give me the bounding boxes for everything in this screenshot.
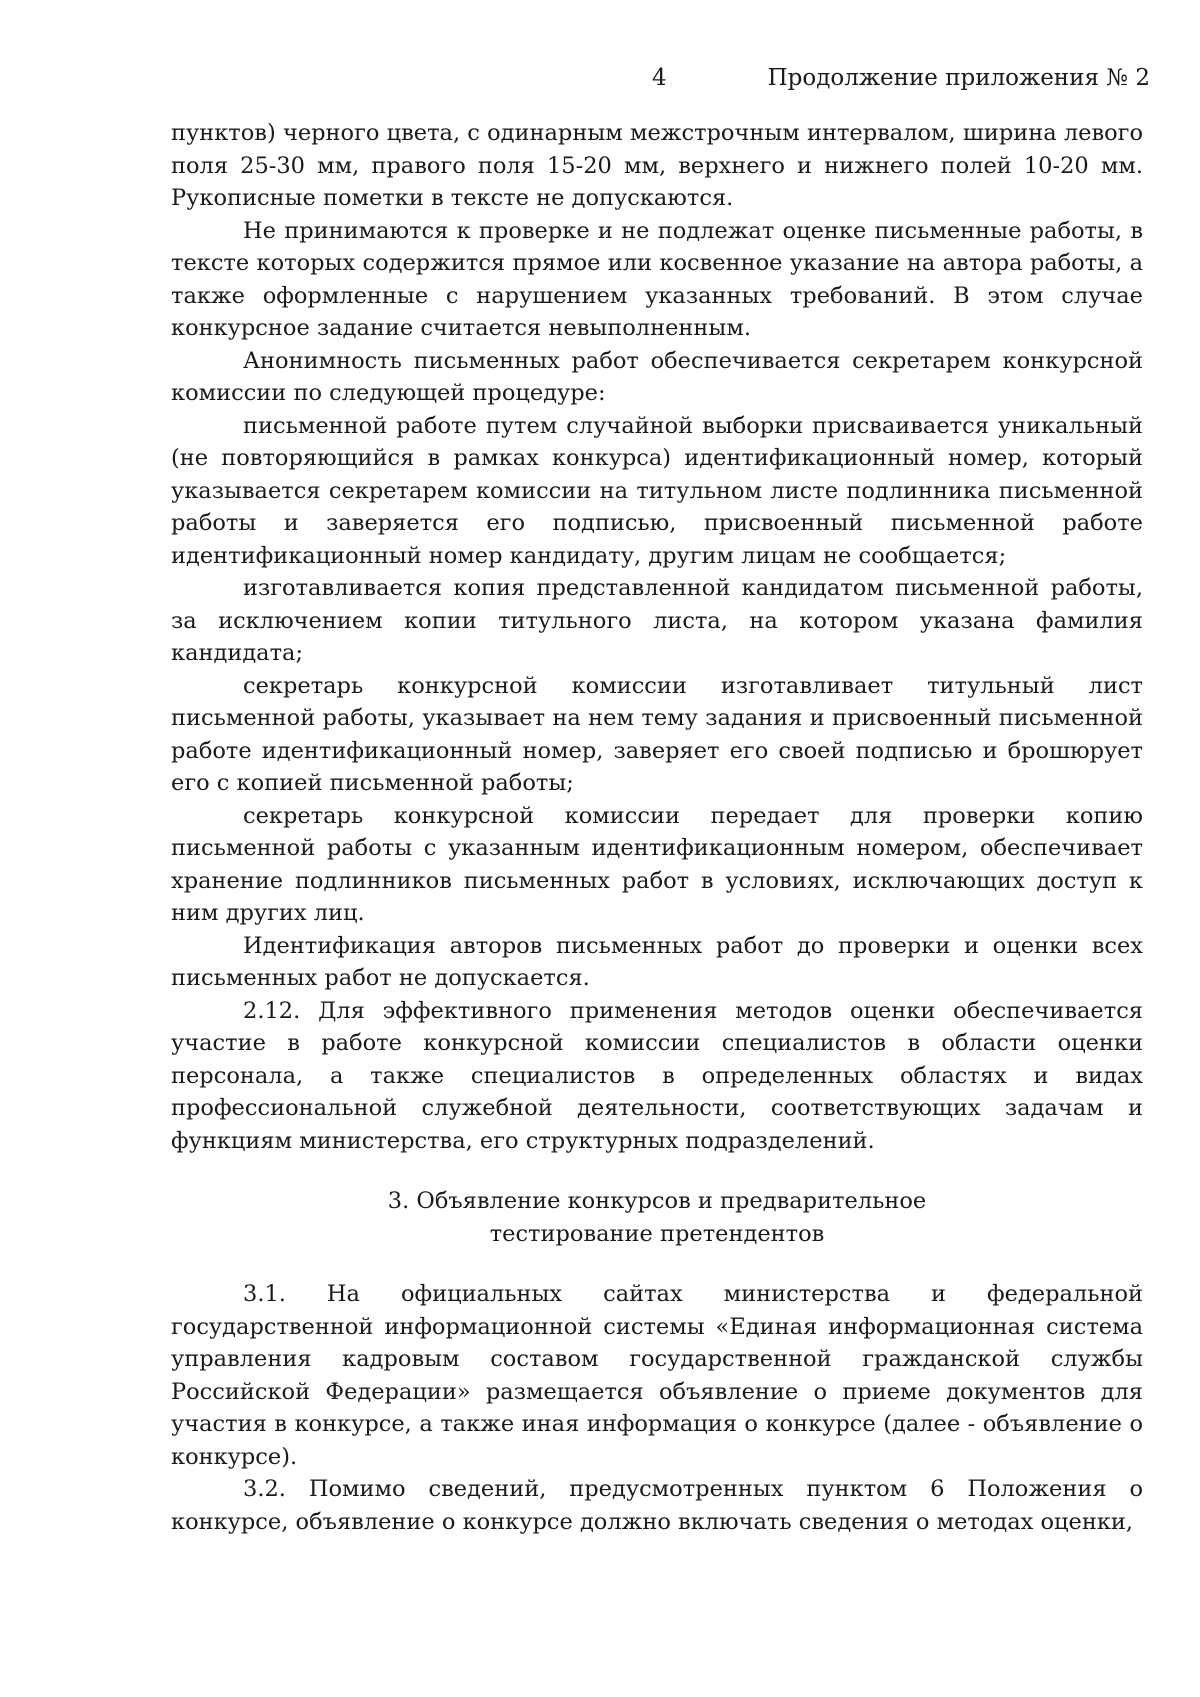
paragraph: письменной работе путем случайной выборки присваивается уникальный (не повторяющийся в рамках конкурса) идентификационный номер, который указывается секретарем комиссии на титульном листе подлинника письменной работы и заверяется его подписью, присвоенный письменной работе идентификационный номер кандидату, другим лицам не сообщается; — [171, 412, 1143, 569]
paragraph: 3.2. Помимо сведений, предусмотренных пунктом 6 Положения о конкурсе, объявление о конкурсе должно включать сведения о методах оценки, — [171, 1476, 1143, 1535]
page-number: 4 — [652, 65, 667, 91]
paragraph: Идентификация авторов письменных работ до проверки и оценки всех письменных работ не допускается. — [171, 932, 1143, 991]
section-heading-line: 3. Объявление конкурсов и предварительное — [387, 1188, 927, 1214]
paragraph: пунктов) черного цвета, с одинарным межстрочным интервалом, ширина левого поля 25-30 мм, правого поля 15-20 мм, верхнего и нижнего полей 10-20 мм. Рукописные пометки в тексте не допускаются. — [171, 120, 1143, 211]
paragraph: 2.12. Для эффективного применения методов оценки обеспечивается участие в работе конкурсной комиссии специалистов в области оценки персонала, а также специалистов в определенных областях и видах профессиональной служебной деятельности, соответствующих задачам и функциям министерства, его структурных подразделений. — [171, 997, 1143, 1154]
document-body — [171, 117, 1143, 1538]
paragraph: Анонимность письменных работ обеспечивается секретарем конкурсной комиссии по следующей процедуре: — [171, 347, 1143, 406]
paragraph: изготавливается копия представленной кандидатом письменной работы, за исключением копии титульного листа, на котором указана фамилия кандидата; — [171, 575, 1143, 666]
paragraph: Не принимаются к проверке и не подлежат оценке письменные работы, в тексте которых содержится прямое или косвенное указание на автора работы, а также оформленные с нарушением указанных требований. В этом случае конкурсное задание считается невыполненным. — [171, 217, 1143, 341]
paragraph: секретарь конкурсной комиссии изготавливает титульный лист письменной работы, указывает на нем тему задания и присвоенный письменной работе идентификационный номер, заверяет его своей подписью и брошюрует его с копией письменной работы; — [171, 672, 1143, 796]
paragraph: секретарь конкурсной комиссии передает для проверки копию письменной работы с указанным идентификационным номером, обеспечивает хранение подлинников письменных работ в условиях, исключающих доступ к ним других лиц. — [171, 802, 1143, 926]
appendix-continuation-title: Продолжение приложения № 2 — [767, 65, 1150, 91]
paragraph: 3.1. На официальных сайтах министерства и федеральной государственной информационной системы «Единая информационная система управления кадровым составом государственной гражданской службы Российской Федерации» размещается объявление о приеме документов для участия в конкурсе, а также иная информация о конкурсе (далее - объявление о конкурсе). — [171, 1281, 1143, 1470]
section-heading-line: тестирование претендентов — [489, 1220, 825, 1247]
section-heading — [171, 1185, 1143, 1250]
page-header — [0, 60, 1200, 96]
